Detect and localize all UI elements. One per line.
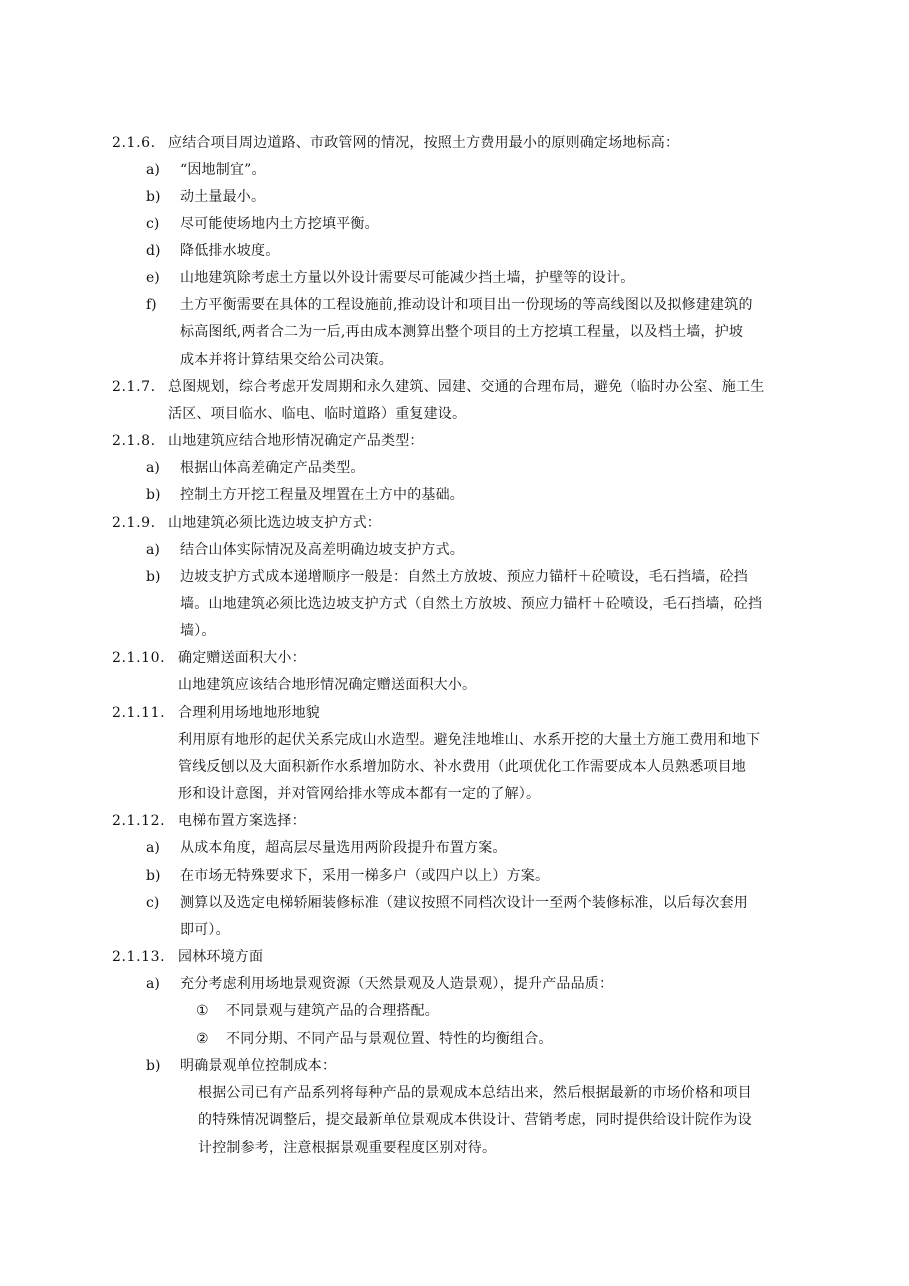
section-body: 山地建筑应该结合地形情况确定赠送面积大小。	[178, 677, 477, 693]
list-item-continuation: 墙。山地建筑必须比选边坡支护方式（自然土方放坡、预应力锚杆＋砼喷设，毛石挡墙，砼挡	[180, 596, 763, 612]
section-number: 2.1.9.	[112, 515, 156, 531]
list-marker: b)	[146, 868, 161, 884]
section-body-continuation: 管线反刨以及大面积新作水系增加防水、补水费用（此项优化工作需要成本人员熟悉项目地	[178, 759, 746, 775]
list-item: 结合山体实际情况及高差明确边坡支护方式。	[180, 542, 464, 558]
list-item: 在市场无特殊要求下，采用一梯多户（或四户以上）方案。	[180, 868, 550, 884]
sub-list-item: 不同分期、不同产品与景观位置、特性的均衡组合。	[226, 1031, 553, 1047]
list-marker: b)	[146, 569, 161, 585]
list-item: 根据山体高差确定产品类型。	[180, 460, 365, 476]
list-item: 从成本角度，超高层尽量选用两阶段提升布置方案。	[180, 840, 507, 856]
list-item-continuation: 成本并将计算结果交给公司决策。	[180, 352, 393, 368]
list-item: 充分考虑利用场地景观资源（天然景观及人造景观），提升产品品质：	[180, 976, 614, 992]
list-marker: d)	[146, 243, 161, 259]
section-title: 合理利用场地地形地貌	[178, 705, 320, 721]
list-item: 动土量最小。	[180, 189, 266, 205]
section-number: 2.1.7.	[112, 379, 156, 395]
section-title: 总图规划，综合考虑开发周期和永久建筑、园建、交通的合理布局，避免（临时办公室、施工生	[168, 379, 765, 395]
section-body-continuation: 形和设计意图，并对管网给排水等成本都有一定的了解）。	[178, 786, 541, 802]
list-marker: c)	[146, 895, 160, 911]
list-marker: b)	[146, 189, 161, 205]
list-item: “因地制宜”。	[180, 162, 266, 178]
list-marker: a)	[146, 460, 160, 476]
list-marker: e)	[146, 270, 160, 286]
list-item: 降低排水坡度。	[180, 243, 280, 259]
section-number: 2.1.6.	[112, 135, 156, 151]
list-marker: a)	[146, 542, 160, 558]
section-title-continuation: 活区、项目临水、临电、临时道路）重复建设。	[168, 406, 467, 422]
list-item: 明确景观单位控制成本：	[180, 1058, 337, 1074]
sub-list-marker: ①	[196, 1003, 209, 1019]
list-marker: b)	[146, 1058, 161, 1074]
section-title: 应结合项目周边道路、市政管网的情况，按照土方费用最小的原则确定场地标高：	[168, 135, 680, 151]
sub-list-item: 不同景观与建筑产品的合理搭配。	[226, 1003, 439, 1019]
list-marker: a)	[146, 840, 160, 856]
list-marker: c)	[146, 216, 160, 232]
list-item-continuation: 即可）。	[180, 922, 230, 938]
list-item: 土方平衡需要在具体的工程设施前,推动设计和项目出一份现场的等高线图以及拟修建建筑的	[180, 297, 753, 313]
list-item-body-continuation: 的特殊情况调整后，提交最新单位景观成本供设计、营销考虑，同时提供给设计院作为设	[198, 1112, 752, 1128]
section-title: 确定赠送面积大小：	[178, 650, 306, 666]
list-item: 山地建筑除考虑土方量以外设计需要尽可能减少挡土墙，护壁等的设计。	[180, 270, 635, 286]
section-number: 2.1.8.	[112, 433, 156, 449]
list-item-body-continuation: 计控制参考，注意根据景观重要程度区别对待。	[198, 1140, 497, 1156]
sub-list-marker: ②	[196, 1031, 209, 1047]
section-title: 电梯布置方案选择：	[178, 813, 306, 829]
list-item-continuation: 墙）。	[180, 623, 216, 639]
list-marker: b)	[146, 487, 161, 503]
section-title: 山地建筑必须比选边坡支护方式：	[168, 515, 381, 531]
list-marker: a)	[146, 976, 160, 992]
section-title: 山地建筑应结合地形情况确定产品类型：	[168, 433, 424, 449]
section-number: 2.1.13.	[112, 949, 166, 965]
section-number: 2.1.10.	[112, 650, 166, 666]
list-item: 边坡支护方式成本递增顺序一般是：自然土方放坡、预应力锚杆＋砼喷设，毛石挡墙，砼挡	[180, 569, 748, 585]
section-body: 利用原有地形的起伏关系完成山水造型。避免洼地堆山、水系开挖的大量土方施工费用和地下	[178, 732, 761, 748]
list-marker: f)	[146, 297, 157, 313]
list-item-continuation: 标高图纸,两者合二为一后,再由成本测算出整个项目的土方挖填工程量，以及档土墙，护坡	[180, 324, 744, 340]
section-number: 2.1.12.	[112, 813, 166, 829]
list-item: 控制土方开挖工程量及埋置在土方中的基础。	[180, 487, 464, 503]
list-item: 测算以及选定电梯轿厢装修标准（建议按照不同档次设计一至两个装修标准，以后每次套用	[180, 895, 748, 911]
list-item: 尽可能使场地内土方挖填平衡。	[180, 216, 379, 232]
section-number: 2.1.11.	[112, 705, 166, 721]
section-title: 园林环境方面	[178, 949, 264, 965]
list-marker: a)	[146, 162, 160, 178]
list-item-body: 根据公司已有产品系列将每种产品的景观成本总结出来，然后根据最新的市场价格和项目	[198, 1085, 752, 1101]
